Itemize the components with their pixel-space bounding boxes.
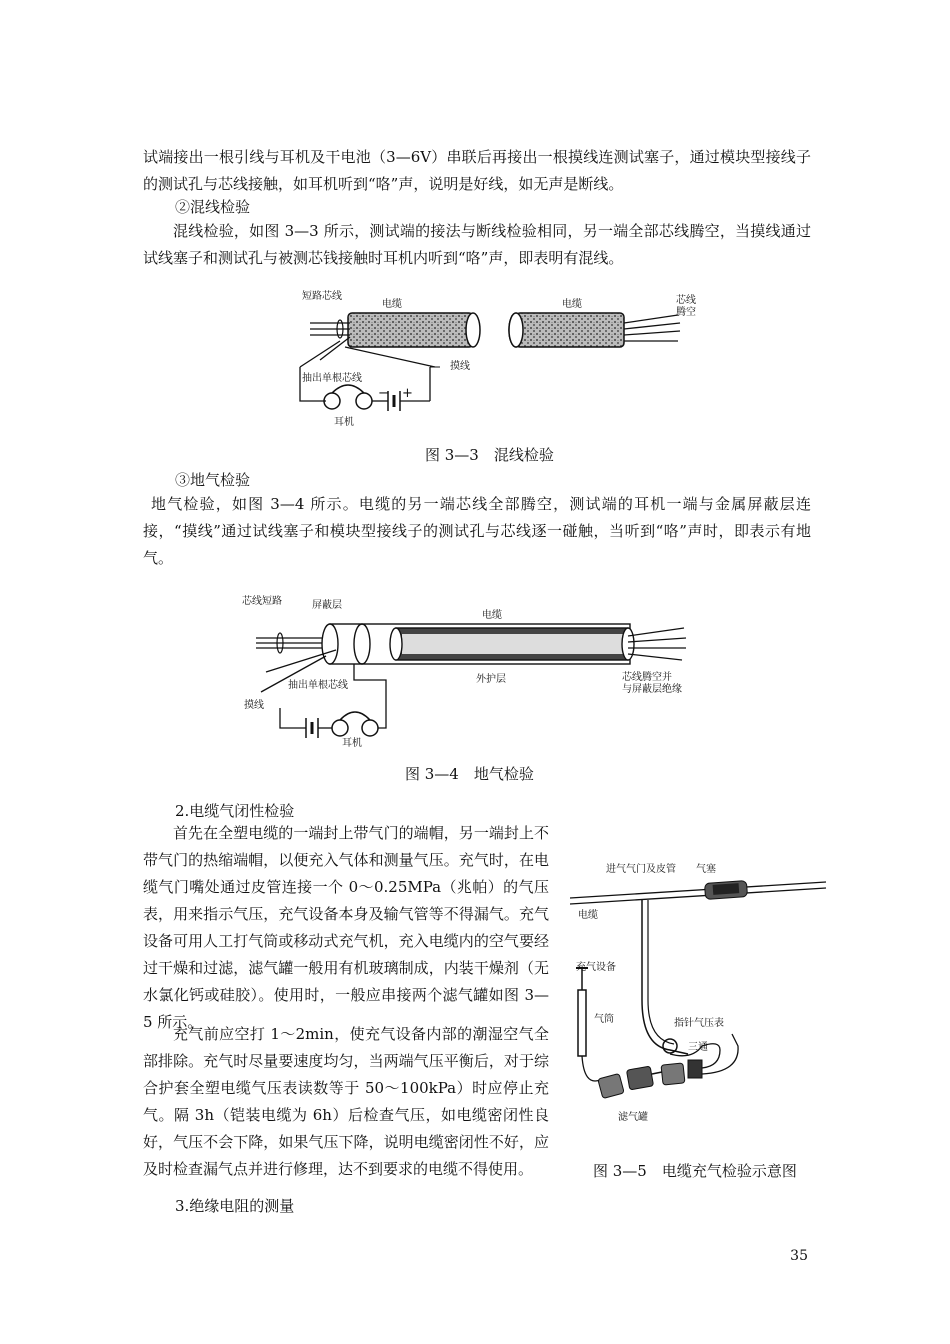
svg-text:+: + [402, 386, 413, 401]
fig33-label-cable-right: 电缆 [562, 299, 582, 310]
paragraph-airtight-1: 首先在全塑电缆的一端封上带气门的端帽，另一端封上不带气门的热缩端帽，以便充入气体和测量气压。充气时，在电缆气门嘴处通过皮管连接一个 0～0.25MPa（兆帕）的气压表，用来指示气压，充气设备本身及输气管等不得漏气。充气设备可用人工打气筒或移动式充气机，充入电缆内的空气要经过干燥和过滤，滤气罐一般用有机玻璃制成，内装干燥剂（无水氯化钙或硅胶）。使用时，一般应串接两个滤气罐如图 3—5 所示。 [143, 824, 549, 1031]
paragraph-airtight-2: 充气前应空打 1～2min，使充气设备内部的潮湿空气全部排除。充气时尽量要速度均匀，当两端气压平衡后，对于综合护套全塑电缆气压表读数等于 50～100kPa）时应停止充气。隔 3h（铠装电缆为 6h）后检查气压，如电缆密闭性良好，气压不会下降，如果气压下降，说明电缆密闭性不好，应及时检查漏气点并进行修理，达不到要求的电缆不得使用。 [143, 1025, 549, 1178]
fig33-label-cable-left: 电缆 [382, 299, 402, 310]
fig33-label-probe: 摸线 [450, 361, 470, 372]
fig34-label-jacket: 外护层 [476, 674, 506, 685]
fig35-label-pump: 气筒 [594, 1014, 614, 1025]
fig35-label-plug: 气塞 [696, 864, 716, 875]
paragraph-open-test: 试端接出一根引线与耳机及干电池（3—6V）串联后再接出一根摸线连测试塞子，通过模块型接线子的测试孔与芯线接触，如耳机听到“咯”声，说明是好线，如无声是断线。 [143, 148, 811, 193]
fig33-label-float-1: 芯线 [676, 295, 696, 306]
fig35-label-inlet: 进气气门及皮管 [606, 864, 676, 875]
cable-left [348, 313, 473, 347]
svg-text:−: − [378, 386, 389, 401]
fig35-label-device: 充气设备 [576, 962, 616, 973]
fig34-label-core-short: 芯线短路 [242, 596, 282, 607]
heading-ground-test: ③地气检验 [175, 471, 251, 489]
page-number: 35 [790, 1248, 808, 1264]
figure-3-5 [570, 850, 828, 1140]
fig33-caption: 图 3—3 混线检验 [425, 446, 554, 464]
heading-mix-test: ②混线检验 [175, 198, 251, 216]
fig33-label-earphone: 耳机 [334, 417, 354, 428]
fig34-caption: 图 3—4 地气检验 [405, 765, 534, 783]
fig35-label-gauge: 指针气压表 [674, 1018, 724, 1029]
paragraph-ground-test: 地气检验，如图 3—4 所示。电缆的另一端芯线全部腾空，测试端的耳机一端与金属屏蔽层连接，“摸线”通过试线塞子和模块型接线子的测试孔与芯线逐一碰触，当听到“咯”声时，即表示有地气。 [143, 495, 811, 567]
cable-right [516, 313, 624, 347]
fig33-label-float-2: 腾空 [676, 307, 696, 318]
paragraph-mix-test: 混线检验，如图 3—3 所示，测试端的接法与断线检验相同，另一端全部芯线腾空，当摸线通过试线塞子和测试孔与被测芯钱接触时耳机内听到“咯”声，即表明有混线。 [143, 222, 811, 267]
fig35-label-filter: 滤气罐 [618, 1112, 648, 1123]
fig35-label-tee: 三通 [688, 1042, 708, 1053]
fig34-label-shield: 屏蔽层 [312, 600, 342, 611]
fig34-label-float-2: 与屏蔽层绝缘 [622, 684, 682, 695]
fig35-caption: 图 3—5 电缆充气检验示意图 [593, 1162, 797, 1180]
figure-3-4 [236, 590, 696, 750]
fig34-label-probe: 摸线 [244, 700, 264, 711]
heading-airtight-test: 2.电缆气闭性检验 [175, 802, 295, 820]
fig34-label-float-1: 芯线腾空并 [622, 672, 672, 683]
fig34-label-cable: 电缆 [482, 610, 502, 621]
fig33-label-short-core: 短路芯线 [302, 291, 342, 302]
fig34-label-extract: 抽出单根芯线 [288, 680, 348, 691]
fig35-label-cable: 电缆 [578, 910, 598, 921]
fig34-label-earphone: 耳机 [342, 738, 362, 749]
figure-3-3 [290, 285, 710, 435]
heading-insulation: 3.绝缘电阻的测量 [175, 1197, 295, 1215]
fig33-label-extract: 抽出单根芯线 [302, 373, 362, 384]
